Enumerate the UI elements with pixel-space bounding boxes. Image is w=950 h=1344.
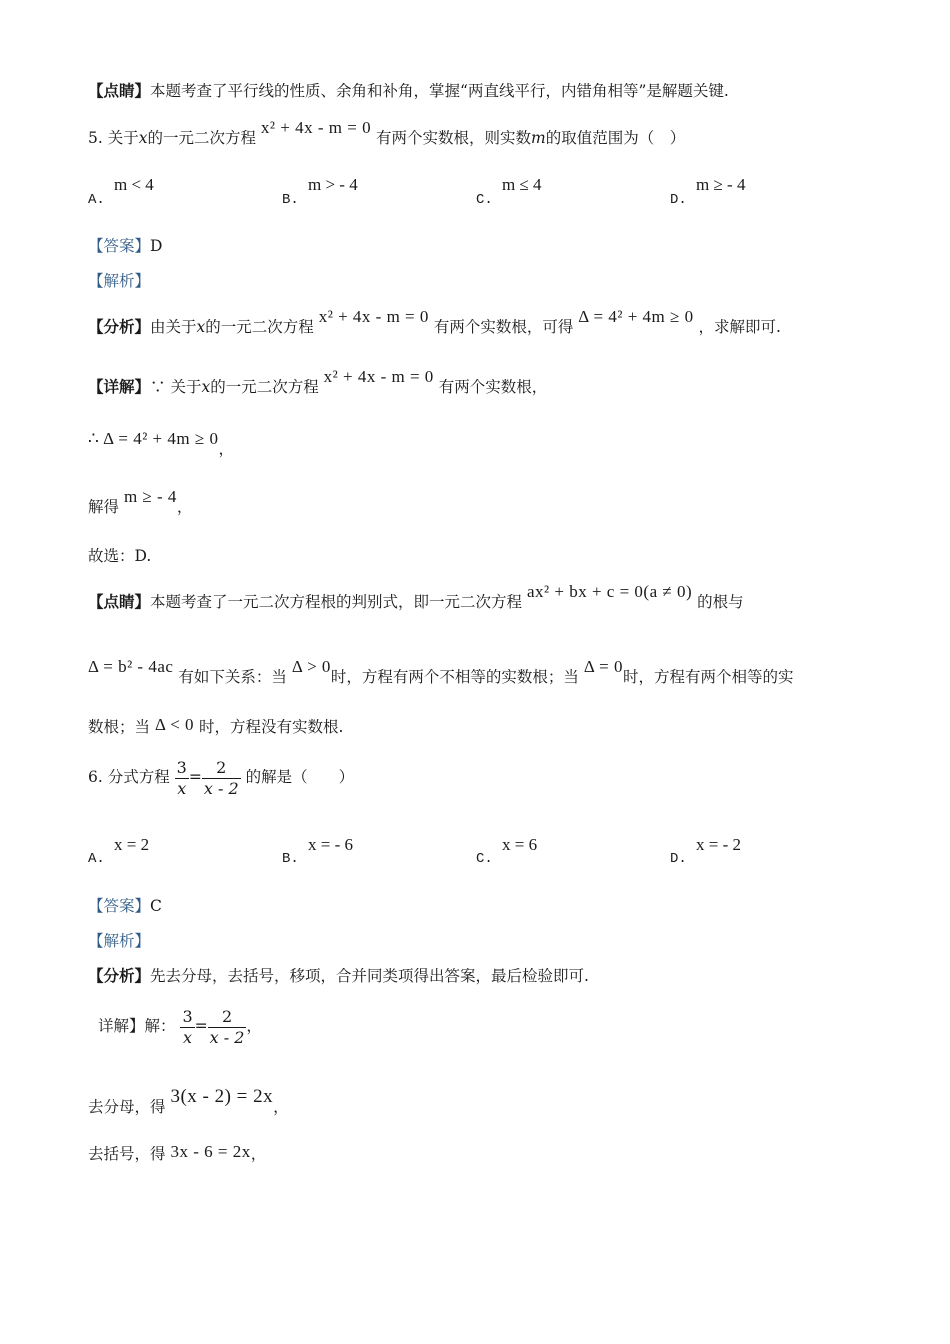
question-6 [88,754,890,800]
xiangjie-text-b: 的一元二次方程 [210,378,319,396]
q6-option-a-letter: A. [88,851,105,867]
xiangjie6-pre: 详解】解： [98,1017,176,1035]
q6-option-b-letter: B. [282,851,299,867]
step5-1-equation: ∴ Δ = 4² + 4m ≥ 0 [88,429,219,448]
dianjing-5-3 [88,716,890,738]
xiangjie6-fraction-left [180,1007,194,1048]
fenxi-text-d: ，求解即可. [698,318,781,336]
q6-fraction-right [202,758,241,799]
xiangjie-equation: x² + 4x - m = 0 [323,367,434,386]
dianjing5-tag: 【点睛】 [88,592,151,611]
q5-option-b-letter: B. [282,192,299,208]
step-5-3: 故选：D. [88,547,152,565]
step6-2-tail: ， [250,1145,267,1163]
xiangjie-var-x: x [201,378,211,396]
step-6-1 [88,1086,890,1118]
fenxi-tag: 【分析】 [88,317,151,336]
answer-value: D [150,237,163,255]
q6-option-b-math: x = - 6 [308,835,353,854]
q6-option-c-math: x = 6 [502,835,538,854]
step6-1-tail: ， [273,1098,289,1116]
fenxi6-text: 先去分母，去括号，移项，合并同类项得出答案，最后检验即可. [150,967,589,985]
q6-num2: 2 [216,757,227,777]
fenxi-text-a: 由关于 [150,318,197,336]
q6-option-d-math: x = - 2 [696,835,741,854]
dianjing5-2-cond2: Δ = 0 [583,657,623,676]
dianjing5-3-cond: Δ < 0 [154,715,195,734]
fenxi-text-c: 有两个实数根，可得 [433,318,574,336]
dianjing-5-2 [88,657,890,688]
q5-option-d-letter: D. [670,192,687,208]
dianjing5-2-cond1: Δ > 0 [291,657,331,676]
answer6-tag: 【答案】 [88,897,151,915]
step-6-2 [88,1143,890,1165]
fenxi-6 [88,965,890,987]
dianjing5-text-b: 的根与 [697,593,744,611]
xiangjie6-den1: x [180,1027,194,1048]
q6-prefix: 6. 分式方程 [88,768,170,786]
q5-option-c-math: m ≤ 4 [502,175,542,194]
fenxi-var-x: x [196,318,206,336]
xiangjie-5 [88,367,890,398]
dianjing5-2-text-c: 时，方程有两个相等的实 [622,668,794,686]
fenxi6-tag: 【分析】 [88,966,151,985]
dianjing5-text-a: 本题考查了一元二次方程根的判别式，即一元二次方程 [150,593,523,611]
q6-fraction-left [175,758,189,799]
step6-2-pre: 去括号，得 [88,1145,166,1163]
dianjing-line-1 [88,80,890,102]
step6-2-equation: 3x - 6 = 2x [170,1142,251,1161]
q5-end: 的取值范围为（ ） [545,129,686,147]
xiangjie6-den2: x - 2 [209,1027,245,1047]
q5-option-d-math: m ≥ - 4 [696,175,746,194]
fenxi-5 [88,307,890,338]
q5-option-a-letter: A. [88,192,105,208]
xiangjie-6 [98,1003,890,1049]
q6-post: 的解是（ ） [245,768,355,786]
dianjing5-2-text-a: 有如下关系：当 [178,668,287,686]
answer-6 [88,895,890,917]
step5-1-tail: ， [218,440,234,458]
xiangjie6-fraction-right [208,1007,247,1048]
q5-var-m: m [531,129,546,147]
answer6-value: C [150,897,162,915]
q5-equation: x² + 4x - m = 0 [260,118,372,137]
xiangjie6-num1: 3 [182,1006,193,1026]
step5-2-pre: 解得 [88,498,120,516]
step5-2-tail: ， [176,498,193,516]
xiangjie6-num2: 2 [221,1006,233,1026]
dianjing5-3-text-b: 时，方程没有实数根. [198,718,344,736]
dianjing5-3-text-a: 数根；当 [88,718,151,736]
q5-var-x: x [138,129,148,147]
q5-option-c-letter: C. [476,192,493,208]
q6-option-d-letter: D. [670,851,687,867]
q5-option-a-math: m < 4 [114,175,154,194]
answer-tag: 【答案】 [88,237,151,255]
xiangjie6-eqsign: = [194,1017,208,1035]
xiangjie-text-c: 有两个实数根， [438,378,548,396]
q5-post: 有两个实数根，则实数 [376,129,532,147]
dianjing5-2-discriminant: Δ = b² - 4ac [88,657,174,676]
answer-5 [88,235,890,257]
step6-1-pre: 去分母，得 [88,1098,166,1116]
xiangjie-tag: 【详解】 [88,377,151,396]
q5-prefix: 5. 关于 [88,129,139,147]
jiexi-5: 【解析】 [88,272,151,290]
q6-option-c-letter: C. [476,851,493,867]
q5-mid: 的一元二次方程 [147,129,256,147]
dianjing-text: 本题考查了平行线的性质、余角和补角，掌握“两直线平行，内错角相等”是解题关键. [150,82,729,100]
q5-option-b-math: m > - 4 [308,175,358,194]
dianjing-5-1 [88,582,890,613]
q6-option-a-math: x = 2 [114,835,150,854]
dianjing5-equation: ax² + bx + c = 0(a ≠ 0) [526,582,693,601]
q6-eqsign: = [188,768,202,786]
fenxi-text-b: 的一元二次方程 [205,318,314,336]
question-5 [88,118,890,149]
fenxi-discriminant: Δ = 4² + 4m ≥ 0 [578,307,694,326]
dianjing5-2-text-b: 时，方程有两个不相等的实数根；当 [330,668,579,686]
step6-1-equation: 3(x - 2) = 2x [170,1086,274,1107]
xiangjie-text-a: ∵ 关于 [150,378,202,396]
step5-2-equation: m ≥ - 4 [123,487,177,506]
xiangjie6-tail: ， [246,1017,262,1035]
fenxi-equation: x² + 4x - m = 0 [318,307,429,326]
dianjing-tag: 【点睛】 [88,81,151,100]
step-5-1 [88,429,890,460]
jiexi-6: 【解析】 [88,932,151,950]
q6-den1: x [175,778,189,799]
step-5-2 [88,487,890,518]
q6-num1: 3 [176,757,187,777]
q6-den2: x - 2 [203,778,239,798]
